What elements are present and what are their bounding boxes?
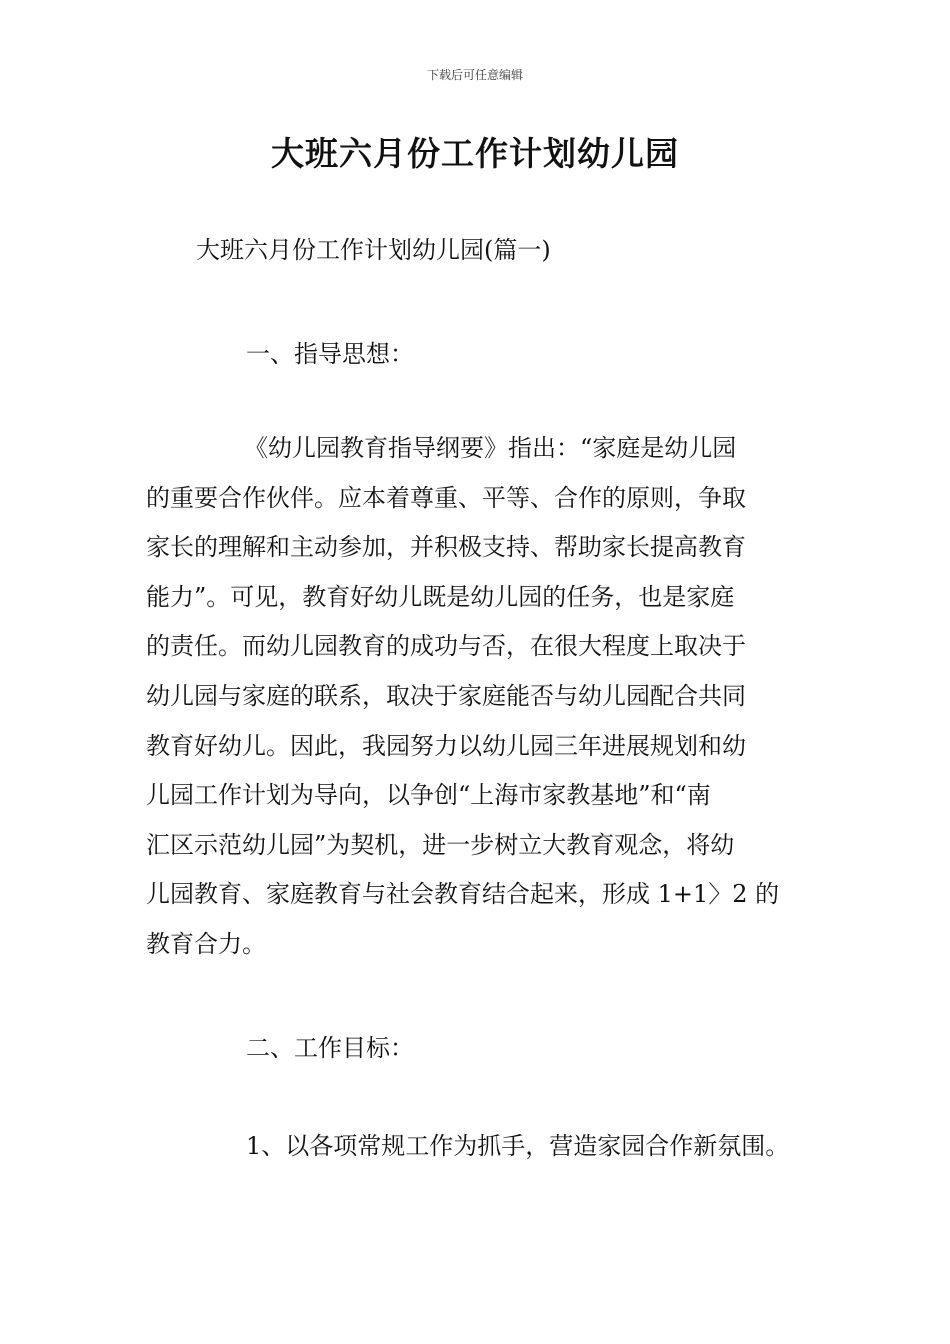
paragraph-line: 能力”。可见，教育好幼儿既是幼儿园的任务，也是家庭 xyxy=(146,582,735,611)
section-heading-guiding-ideology: 一、指导思想： xyxy=(246,340,414,368)
goal-item-1: 1、以各项常规工作为抓手，营造家园合作新氛围。 xyxy=(246,1132,790,1160)
paragraph-line: 《幼儿园教育指导纲要》指出：“家庭是幼儿园 xyxy=(244,434,737,462)
paragraph-line: 儿园工作计划为导向，以争创“上海市家教基地”和“南 xyxy=(146,781,711,810)
paragraph-line: 汇区示范幼儿园”为契机，进一步树立大教育观念，将幼 xyxy=(146,830,735,859)
paragraph-line: 教育好幼儿。因此，我园努力以幼儿园三年进展规划和幼 xyxy=(146,731,746,760)
paragraph-line: 家长的理解和主动参加，并积极支持、帮助家长提高教育 xyxy=(146,533,746,562)
page-header-note: 下载后可任意编辑 xyxy=(426,68,523,82)
paragraph-line: 教育合力。 xyxy=(146,929,266,958)
paragraph-line: 的责任。而幼儿园教育的成功与否，在很大程度上取决于 xyxy=(146,632,746,661)
paragraph-line: 幼儿园与家庭的联系，取决于家庭能否与幼儿园配合共同 xyxy=(146,681,746,710)
document-title: 大班六月份工作计划幼儿园 xyxy=(271,134,679,173)
section-heading-work-goals: 二、工作目标： xyxy=(246,1034,414,1062)
paragraph-line: 儿园教育、家庭教育与社会教育结合起来，形成 1+1〉2 的 xyxy=(146,880,780,909)
section-body-paragraph xyxy=(146,424,826,970)
document-subtitle: 大班六月份工作计划幼儿园(篇一) xyxy=(196,236,551,264)
paragraph-line: 的重要合作伙伴。应本着尊重、平等、合作的原则，争取 xyxy=(146,483,746,512)
